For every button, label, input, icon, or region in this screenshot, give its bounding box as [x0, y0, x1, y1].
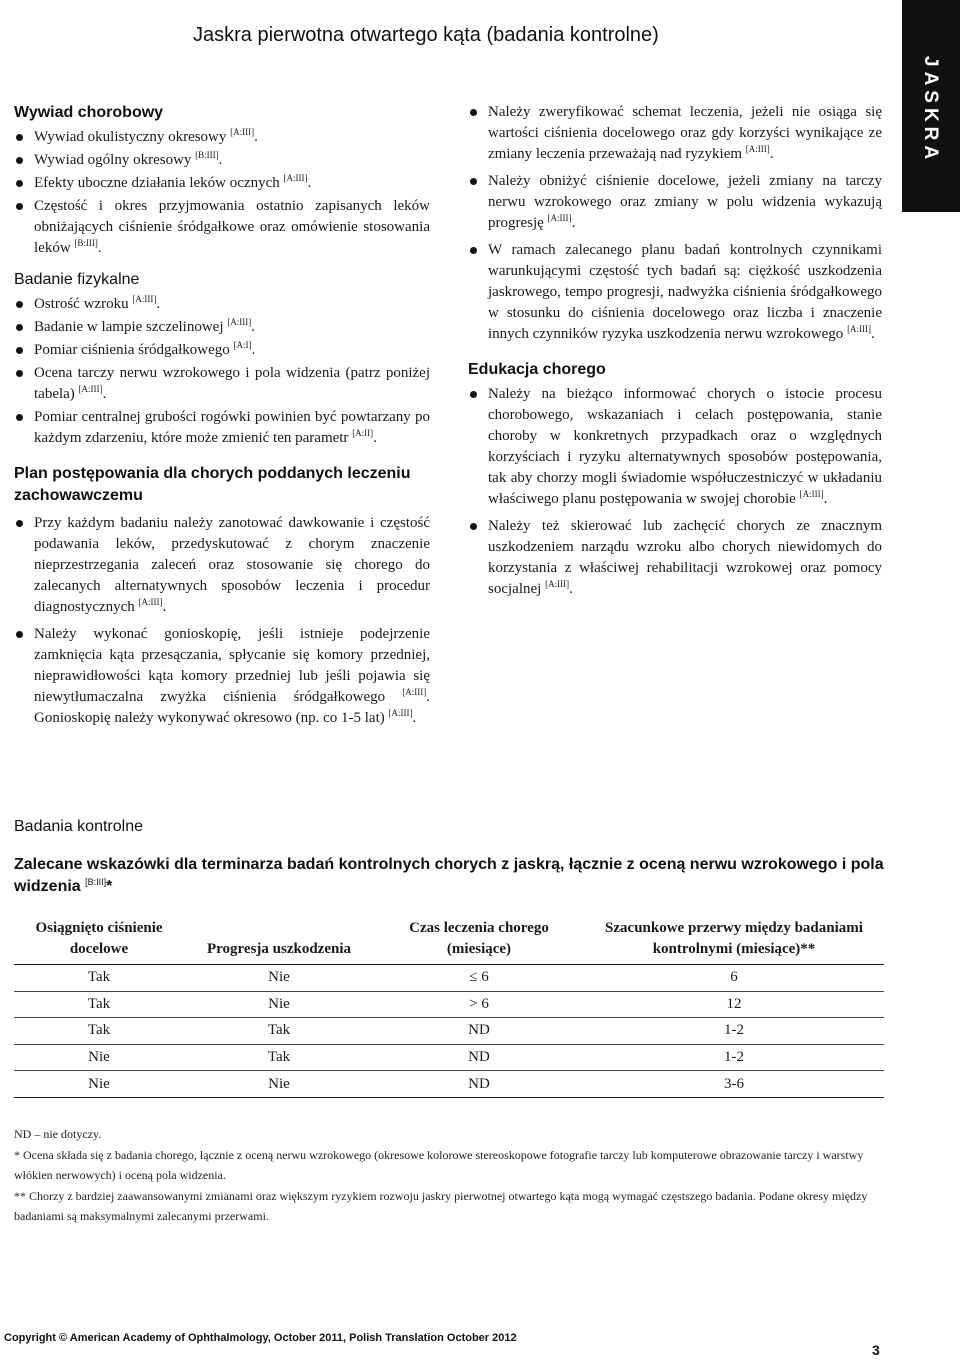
list-item: Należy wykonać gonioskopię, jeśli istnieje podejrzenie zamknięcia kąta przesączania, spłycanie się komory przedniej, nieprawidłowości kąta komory przedniej lub jeśli pojawia się niewytłumaczalna zwyżka ciśnienia śródgałkowego [A:III]. Gonioskopię należy wykonywać okresowo (np. co 1-5 lat) [A:III]. [14, 624, 430, 729]
education-list [468, 384, 882, 600]
table-cell: Tak [14, 991, 184, 1018]
table-cell: ND [374, 1071, 584, 1098]
table-cell: Tak [184, 1018, 374, 1045]
section-heading-history: Wywiad chorobowy [14, 104, 164, 121]
footnote: ** Chorzy z bardziej zaawansowanymi zmianami oraz większym ryzykiem rozwoju jaskry pierwotnej otwartego kąta mogą wymagać częstszego badania. Podane okresy między badaniami są maksymalnymi zalecanymi przerwami. [14, 1188, 868, 1223]
list-item: Ostrość wzroku [A:III]. [14, 294, 430, 315]
table-cell: 3-6 [584, 1071, 884, 1098]
column-header: Czas leczenia chorego (miesiące) [374, 918, 584, 965]
table-cell: 12 [584, 991, 884, 1018]
table-cell: > 6 [374, 991, 584, 1018]
list-item: Należy na bieżąco informować chorych o istocie procesu chorobowego, wskazaniach i celach postępowania, stanie choroby w konkretnych przypadkach oraz o względnych korzyściach i ryzyku alternatywnych sposobów postępowania, tak aby chorzy mogli świadomie współuczestniczyć w układaniu właściwego planu postępowania w swojej chorobie [A:III]. [468, 384, 882, 510]
table-row [14, 991, 884, 1018]
list-item: Przy każdym badaniu należy zanotować dawkowanie i częstość podawania leków, przedyskutować z chorym znaczenie nieprzestrzegania zaleceń oraz stosowanie się chorego do zalecanych alternatywnych sposobów leczenia i procedur diagnostycznych [A:III]. [14, 513, 430, 618]
table-cell: Nie [184, 965, 374, 992]
column-header: Szacunkowe przerwy między badaniami kontrolnymi (miesiące)** [584, 918, 884, 965]
list-item: Efekty uboczne działania leków ocznych [A:III]. [14, 173, 430, 194]
section-heading-education: Edukacja chorego [468, 361, 606, 378]
exam-list [14, 294, 430, 449]
table-cell: ND [374, 1018, 584, 1045]
table-cell: Tak [184, 1044, 374, 1071]
control-schedule-table [14, 918, 884, 1098]
side-tab-label: JASKRA [920, 56, 941, 165]
list-item: W ramach zalecanego planu badań kontrolnych czynnikami warunkującymi częstość tych badań są: ciężkość uszkodzenia jaskrowego, tempo progresji, nadwyżka ciśnienia śródgałkowego w stosunku do ciśnienia docelowego oraz liczba i znaczenie innych czynników ryzyka uszkodzenia nerwu wzrokowego [A:III]. [468, 240, 882, 345]
list-item: Pomiar ciśnienia śródgałkowego [A:I]. [14, 340, 430, 361]
copyright-notice: Copyright © American Academy of Ophthalmology, October 2011, Polish Translation October 2012 [4, 1332, 517, 1344]
list-item: Należy zweryfikować schemat leczenia, jeżeli nie osiąga się wartości ciśnienia docelowego oraz gdy korzyści wynikające ze zmiany leczenia przeważają nad ryzykiem [A:III]. [468, 102, 882, 165]
table-cell: Nie [14, 1044, 184, 1071]
table-title: Zalecane wskazówki dla terminarza badań kontrolnych chorych z jaskrą, łącznie z oceną nerwu wzrokowego i pola widzenia [B:III]* [14, 856, 884, 895]
section-heading-exam: Badanie fizykalne [14, 271, 140, 288]
list-item: Należy obniżyć ciśnienie docelowe, jeżeli zmiany na tarczy nerwu wzrokowego oraz zmiany w polu widzenia wykazują progresję [A:III]. [468, 171, 882, 234]
list-item: Należy też skierować lub zachęcić chorych ze znacznym uszkodzeniem narządu wzroku albo chorych niewidomych do korzystania z właściwej rehabilitacji wzrokowej oraz pomocy socjalnej [A:III]. [468, 516, 882, 600]
history-list [14, 127, 430, 259]
section-heading-plan: Plan postępowania dla chorych poddanych leczeniu zachowawczemu [14, 465, 411, 504]
section-heading-controls: Badania kontrolne [14, 818, 143, 835]
table-header-row [14, 918, 884, 965]
list-item: Wywiad okulistyczny okresowy [A:III]. [14, 127, 430, 148]
table-cell: 6 [584, 965, 884, 992]
table-footnotes [14, 1124, 884, 1227]
table-cell: Tak [14, 1018, 184, 1045]
table-cell: Tak [14, 965, 184, 992]
page-number: 3 [872, 1342, 880, 1358]
table-row [14, 965, 884, 992]
footnote: ND – nie dotyczy. [14, 1127, 102, 1141]
plan-list [14, 513, 430, 729]
table-cell: 1-2 [584, 1044, 884, 1071]
table-cell: 1-2 [584, 1018, 884, 1045]
table-cell: Nie [14, 1071, 184, 1098]
table-row [14, 1018, 884, 1045]
column-header: Osiągnięto ciśnienie docelowe [14, 918, 184, 965]
left-column [14, 102, 430, 735]
table-row [14, 1044, 884, 1071]
list-item: Wywiad ogólny okresowy [B:III]. [14, 150, 430, 171]
list-item: Badanie w lampie szczelinowej [A:III]. [14, 317, 430, 338]
table-cell: ND [374, 1044, 584, 1071]
table-cell: ≤ 6 [374, 965, 584, 992]
page-title: Jaskra pierwotna otwartego kąta (badania kontrolne) [193, 24, 659, 46]
treatment-list [468, 102, 882, 345]
right-column [468, 102, 882, 606]
table-row [14, 1071, 884, 1098]
list-item: Częstość i okres przyjmowania ostatnio zapisanych leków obniżających ciśnienie śródgałkowe oraz omówienie stosowania leków [B:III]. [14, 196, 430, 259]
list-item: Ocena tarczy nerwu wzrokowego i pola widzenia (patrz poniżej tabela) [A:III]. [14, 363, 430, 405]
table-cell: Nie [184, 991, 374, 1018]
footnote: * Ocena składa się z badania chorego, łącznie z oceną nerwu wzrokowego (okresowe kolorowe stereoskopowe fotografie tarczy lub komputerowe obrazowanie tarczy i warstwy włókien nerwowych) i oceną pola widzenia. [14, 1147, 864, 1182]
list-item: Pomiar centralnej grubości rogówki powinien być powtarzany po każdym zdarzeniu, które może zmienić ten parametr [A:II]. [14, 407, 430, 449]
side-tab [902, 0, 960, 212]
column-header: Progresja uszkodzenia [184, 918, 374, 965]
table-cell: Nie [184, 1071, 374, 1098]
